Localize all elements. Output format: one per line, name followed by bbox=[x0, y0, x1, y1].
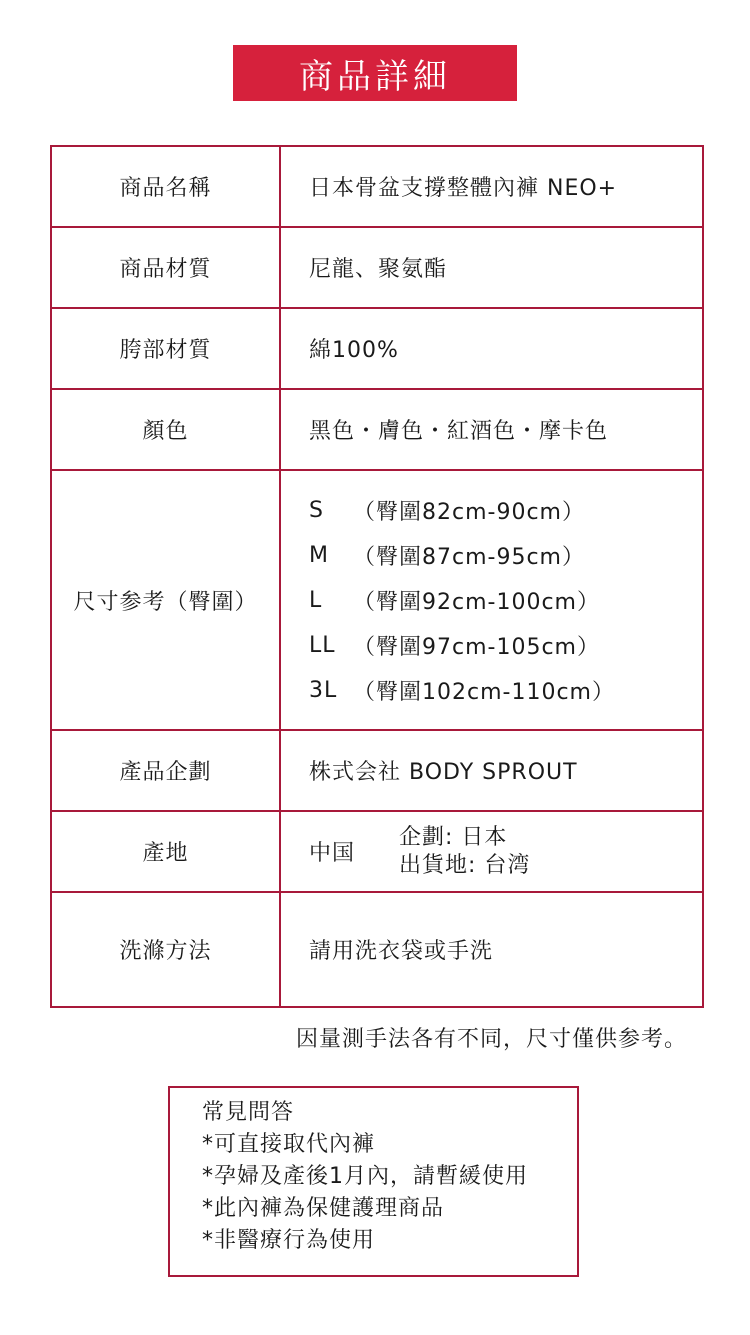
size-range: （臀圍82cm-90cm） bbox=[353, 499, 585, 525]
row-label: 洗滌方法 bbox=[51, 892, 280, 1007]
faq-item: *非醫療行為使用 bbox=[202, 1228, 376, 1253]
origin-details bbox=[399, 824, 530, 880]
list-item bbox=[309, 623, 702, 668]
origin-shipping: 出貨地: 台湾 bbox=[399, 852, 531, 878]
size-list-cell bbox=[280, 470, 703, 730]
faq-item: *孕婦及產後1月內，請暫緩使用 bbox=[202, 1164, 528, 1189]
size-code: S bbox=[309, 497, 324, 523]
list-item bbox=[309, 668, 702, 713]
product-spec-table bbox=[50, 145, 704, 1008]
list-item bbox=[309, 533, 702, 578]
row-value: 日本骨盆支撐整體內褲 NEO+ bbox=[280, 146, 703, 227]
row-value: 尼龍、聚氨酯 bbox=[280, 227, 703, 308]
row-label: 商品名稱 bbox=[51, 146, 280, 227]
list-item bbox=[309, 488, 702, 533]
table-row bbox=[51, 146, 703, 227]
table-row bbox=[51, 308, 703, 389]
size-code: M bbox=[309, 542, 329, 568]
table-row bbox=[51, 811, 703, 892]
row-label: 商品材質 bbox=[51, 227, 280, 308]
size-range: （臀圍102cm-110cm） bbox=[353, 679, 615, 705]
origin-planning: 企劃: 日本 bbox=[399, 824, 508, 850]
row-label: 產地 bbox=[51, 811, 280, 892]
size-range: （臀圍92cm-100cm） bbox=[353, 589, 600, 615]
row-label: 產品企劃 bbox=[51, 730, 280, 811]
row-value: 黑色・膚色・紅酒色・摩卡色 bbox=[280, 389, 703, 470]
table-row bbox=[51, 470, 703, 730]
size-range: （臀圍87cm-95cm） bbox=[353, 544, 585, 570]
row-label: 顏色 bbox=[51, 389, 280, 470]
size-code: L bbox=[309, 587, 323, 613]
size-code: LL bbox=[309, 632, 336, 658]
row-value: 綿100% bbox=[280, 308, 703, 389]
origin-country: 中国 bbox=[309, 841, 356, 866]
row-label: 尺寸参考（臀圍） bbox=[51, 470, 280, 730]
row-value: 請用洗衣袋或手洗 bbox=[280, 892, 703, 1007]
measurement-note: 因量測手法各有不同，尺寸僅供参考。 bbox=[296, 1027, 688, 1052]
size-range: （臀圍97cm-105cm） bbox=[353, 634, 600, 660]
faq-item: *此內褲為保健護理商品 bbox=[202, 1196, 445, 1221]
origin-info bbox=[309, 824, 702, 880]
faq-title: 常見問答 bbox=[202, 1100, 295, 1125]
row-label: 胯部材質 bbox=[51, 308, 280, 389]
faq-box bbox=[168, 1086, 579, 1277]
list-item bbox=[309, 578, 702, 623]
row-value: 株式会社 BODY SPROUT bbox=[280, 730, 703, 811]
table-row bbox=[51, 389, 703, 470]
table-row bbox=[51, 892, 703, 1007]
page-title: 商品詳細 bbox=[233, 45, 517, 101]
table-row bbox=[51, 227, 703, 308]
origin-cell bbox=[280, 811, 703, 892]
size-code: 3L bbox=[309, 677, 338, 703]
faq-item: *可直接取代內褲 bbox=[202, 1132, 376, 1157]
size-list bbox=[309, 488, 702, 713]
table-row bbox=[51, 730, 703, 811]
